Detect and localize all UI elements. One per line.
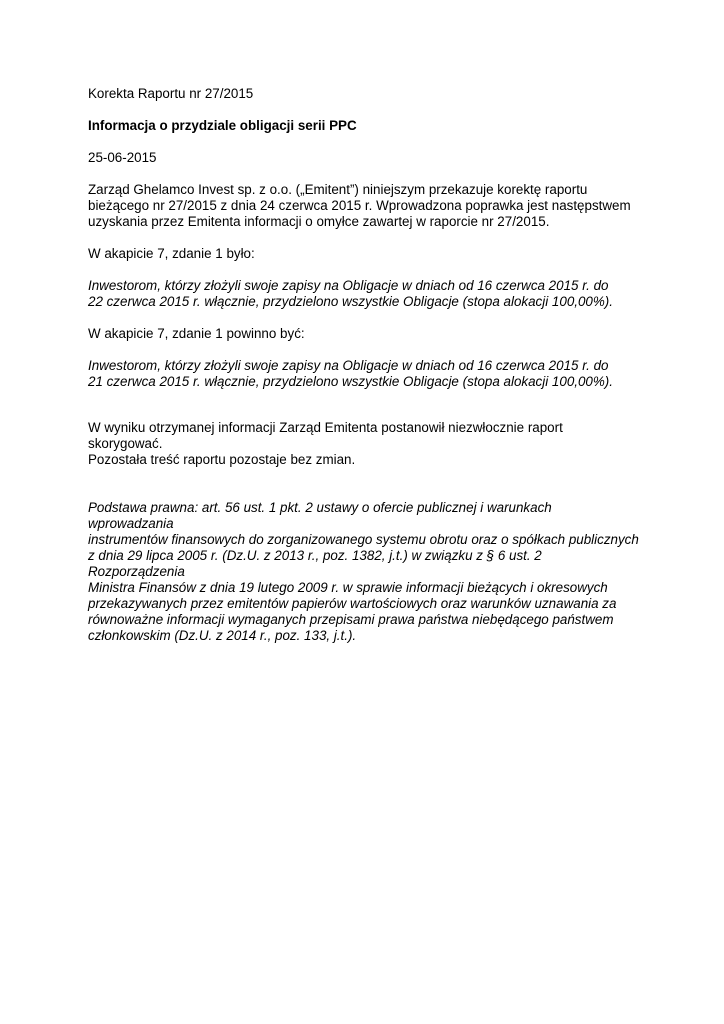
legal-basis-line: Ministra Finansów z dnia 19 lutego 2009 r. w sprawie informacji bieżących i okresowych <box>88 580 608 595</box>
legal-basis-line: przekazywanych przez emitentów papierów wartościowych oraz warunków uznawania za <box>88 596 617 611</box>
should-text <box>88 358 640 390</box>
legal-basis-line: równoważne informacji wymaganych przepisami prawa państwa niebędącego państwem <box>88 612 614 627</box>
legal-basis-line: z dnia 29 lipca 2005 r. (Dz.U. z 2013 r., poz. 1382, j.t.) w związku z § 6 ust. 2 Rozporządzenia <box>88 548 542 579</box>
was-label: W akapicie 7, zdanie 1 było: <box>88 246 255 261</box>
report-header: Korekta Raportu nr 27/2015 <box>88 86 254 101</box>
intro-line: Zarząd Ghelamco Invest sp. z o.o. („Emitent”) niniejszym przekazuje korektę raportu <box>88 182 588 197</box>
legal-basis-line: członkowskim (Dz.U. z 2014 r., poz. 133, j.t.). <box>88 628 357 643</box>
should-label: W akapicie 7, zdanie 1 powinno być: <box>88 326 305 341</box>
should-text-line: 21 czerwca 2015 r. włącznie, przydzielono wszystkie Obligacje (stopa alokacji 100,00%). <box>88 374 613 389</box>
conclusion-line: W wyniku otrzymanej informacji Zarząd Emitenta postanowił niezwłocznie raport skorygować. <box>88 420 563 451</box>
intro-line: bieżącego nr 27/2015 z dnia 24 czerwca 2015 r. Wprowadzona poprawka jest następstwem <box>88 198 631 213</box>
intro-line: uzyskania przez Emitenta informacji o omyłce zawartej w raporcie nr 27/2015. <box>88 214 550 229</box>
document-page <box>88 86 640 644</box>
conclusion-paragraph <box>88 420 640 468</box>
legal-basis <box>88 500 640 644</box>
was-text-line: Inwestorom, którzy złożyli swoje zapisy na Obligacje w dniach od 16 czerwca 2015 r. do <box>88 278 609 293</box>
was-text-line: 22 czerwca 2015 r. włącznie, przydzielono wszystkie Obligacje (stopa alokacji 100,00%). <box>88 294 613 309</box>
should-text-line: Inwestorom, którzy złożyli swoje zapisy na Obligacje w dniach od 16 czerwca 2015 r. do <box>88 358 609 373</box>
legal-basis-line: Podstawa prawna: art. 56 ust. 1 pkt. 2 ustawy o ofercie publicznej i warunkach wprowadzania <box>88 500 552 531</box>
legal-basis-line: instrumentów finansowych do zorganizowanego systemu obrotu oraz o spółkach publicznych <box>88 532 639 547</box>
report-title: Informacja o przydziale obligacji serii PPC <box>88 118 357 133</box>
report-date: 25-06-2015 <box>88 150 157 165</box>
conclusion-line: Pozostała treść raportu pozostaje bez zmian. <box>88 452 356 467</box>
was-text <box>88 278 640 310</box>
intro-paragraph <box>88 182 640 230</box>
